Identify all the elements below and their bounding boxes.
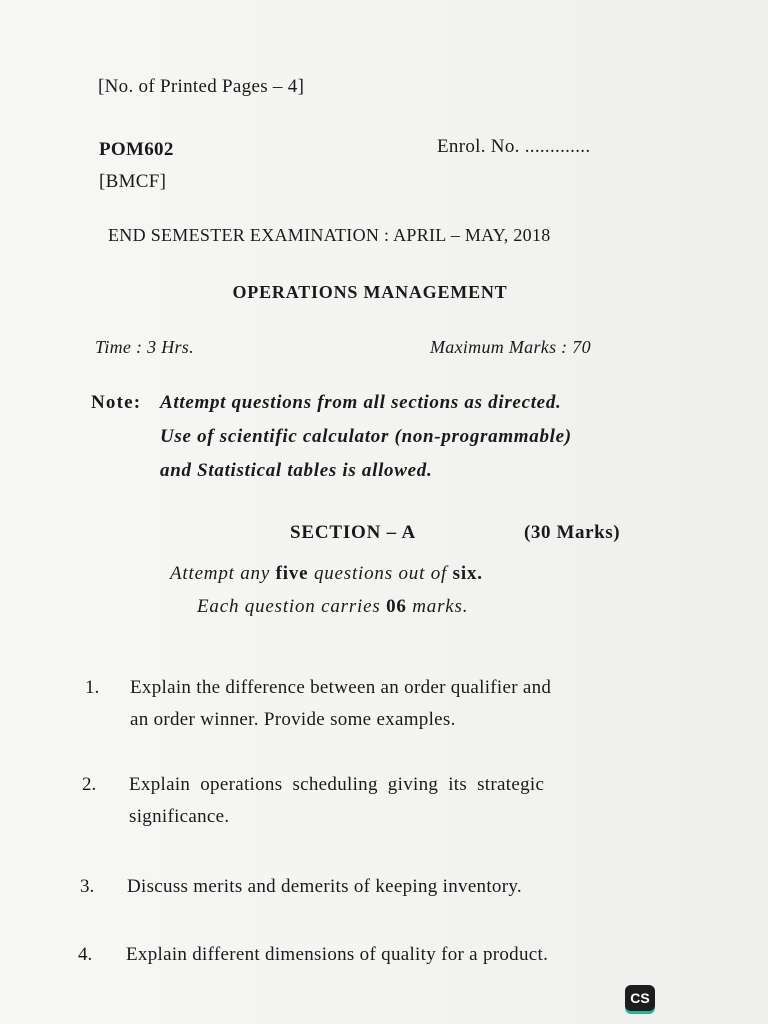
section-a-title: SECTION – A — [290, 522, 417, 543]
course-code: POM602 — [99, 139, 174, 160]
question-number: 3. — [80, 876, 95, 897]
note-line: and Statistical tables is allowed. — [160, 460, 433, 481]
question-number: 1. — [85, 677, 100, 698]
question-text: Explain the difference between an order qualifier and — [130, 677, 552, 698]
note-line: Use of scientific calculator (non-programmable) — [160, 426, 572, 447]
enrol-no-field: Enrol. No. ............. — [437, 136, 591, 157]
question-text: an order winner. Provide some examples. — [130, 709, 456, 730]
note-line: Attempt questions from all sections as directed. — [160, 392, 562, 413]
question-number: 4. — [78, 944, 93, 965]
question-number: 2. — [82, 774, 97, 795]
question-text: Explain different dimensions of quality for a product. — [126, 944, 549, 965]
camscanner-logo-icon: CS — [625, 985, 655, 1011]
question-text: Explain operations scheduling giving its strategic — [129, 774, 545, 795]
subject-title: OPERATIONS MANAGEMENT — [232, 282, 508, 302]
section-a-marks: (30 Marks) — [524, 522, 621, 543]
exam-time: Time : 3 Hrs. — [95, 337, 194, 357]
note-label: Note: — [91, 392, 142, 413]
program-code: [BMCF] — [99, 171, 167, 192]
question-text: significance. — [129, 806, 230, 827]
printed-pages-note: [No. of Printed Pages – 4] — [98, 76, 305, 97]
section-a-instruction-2: Each question carries 06 marks. — [197, 596, 469, 617]
exam-title: END SEMESTER EXAMINATION : APRIL – MAY, 2018 — [108, 225, 551, 245]
maximum-marks: Maximum Marks : 70 — [430, 337, 591, 357]
question-text: Discuss merits and demerits of keeping inventory. — [127, 876, 522, 897]
section-a-instruction-1: Attempt any five questions out of six. — [170, 563, 483, 584]
